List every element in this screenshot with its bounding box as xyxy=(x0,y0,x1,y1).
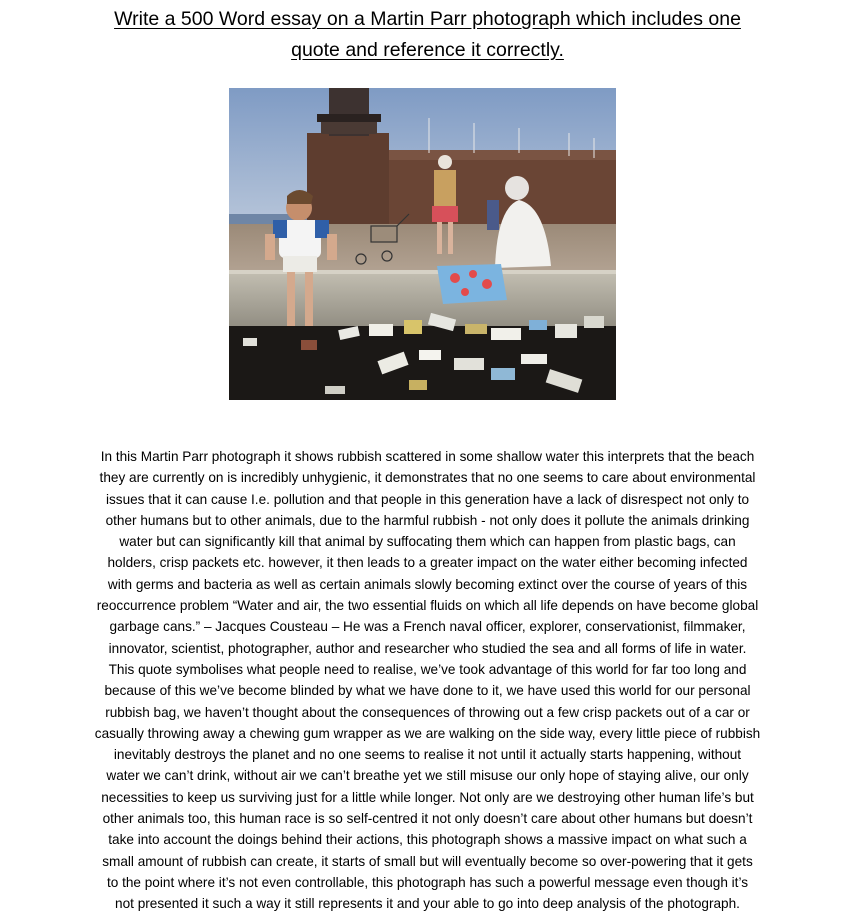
essay-line: casually throwing away a chewing gum wrapper as we are walking on the side way, every little piece of rubbish xyxy=(94,725,761,741)
assignment-title-line-1: Write a 500 Word essay on a Martin Parr photograph which includes one xyxy=(114,8,741,30)
fort-tower xyxy=(307,133,389,231)
assignment-title xyxy=(60,4,795,66)
essay-line: water but can significantly kill that animal by suffocating them which can happen from plastic bags, can xyxy=(119,534,736,550)
essay-line: reoccurrence problem “Water and air, the two essential fluids on which all life depends on have become global xyxy=(96,598,759,614)
essay-line: necessities to keep us surviving just for a little while longer. Not only are we destroying other human life’s but xyxy=(101,789,754,805)
essay-line: innovator, scientist, photographer, author and researcher who studied the sea and all forms of life in water. xyxy=(108,640,747,656)
essay-line: they are currently on is incredibly unhygienic, it demonstrates that no one seems to care about environmental xyxy=(99,470,756,486)
essay-line: garbage cans.” – Jacques Cousteau – He was a French naval officer, explorer, conservationist, filmmaker, xyxy=(109,619,746,635)
essay-line: This quote symbolises what people need to realise, we’ve took advantage of this world for far too long and xyxy=(108,661,747,677)
towel xyxy=(437,264,507,304)
martin-parr-photograph xyxy=(229,88,616,400)
essay-line: other animals too, this human race is so self-centred it not only doesn’t care about other humans but doesn’t xyxy=(102,811,753,827)
essay-line: In this Martin Parr photograph it shows rubbish scattered in some shallow water this interprets that the beach xyxy=(100,449,755,464)
essay-line: inevitably destroys the planet and no one seems to realise it not until it actually starts happening, without xyxy=(113,747,742,763)
essay-text xyxy=(60,446,795,915)
essay-line: issues that it can cause I.e. pollution and that people in this generation have a lack of disrespect not only to xyxy=(105,491,750,507)
essay-line: take into account the doings behind their actions, this photograph shows a massive impact on what such a xyxy=(108,832,747,848)
essay-line: with germs and bacteria as well as certain animals slowly becoming extinct over the course of years of this xyxy=(107,576,748,592)
essay-line: holders, crisp packets etc. however, it then leads to a greater impact on the water either becoming infected xyxy=(107,555,748,571)
essay-line: water we can’t drink, without air we can’t breathe yet we still misuse our only hope of staying alive, our only xyxy=(106,768,749,784)
essay-line: other humans but to other animals, due to the harmful rubbish - not only does it pollute the animals drinking xyxy=(105,512,750,528)
essay-line: rubbish bag, we haven’t thought about the consequences of throwing out a few crisp packets out of a car or xyxy=(105,704,750,720)
assignment-title-line-2: quote and reference it correctly. xyxy=(291,39,564,61)
essay-line: because of this we’ve become blinded by what we have done to it, we have used this world for our personal xyxy=(104,683,751,699)
essay-line: small amount of rubbish can create, it starts of small but will eventually become so over-powering that it gets xyxy=(102,853,753,869)
essay-line: not presented it such a way it still represents it and your able to go into deep analysis of the photograph. xyxy=(115,896,740,912)
essay-line: to the point where it’s not even controllable, this photograph has such a powerful message even though it’s xyxy=(106,874,749,890)
